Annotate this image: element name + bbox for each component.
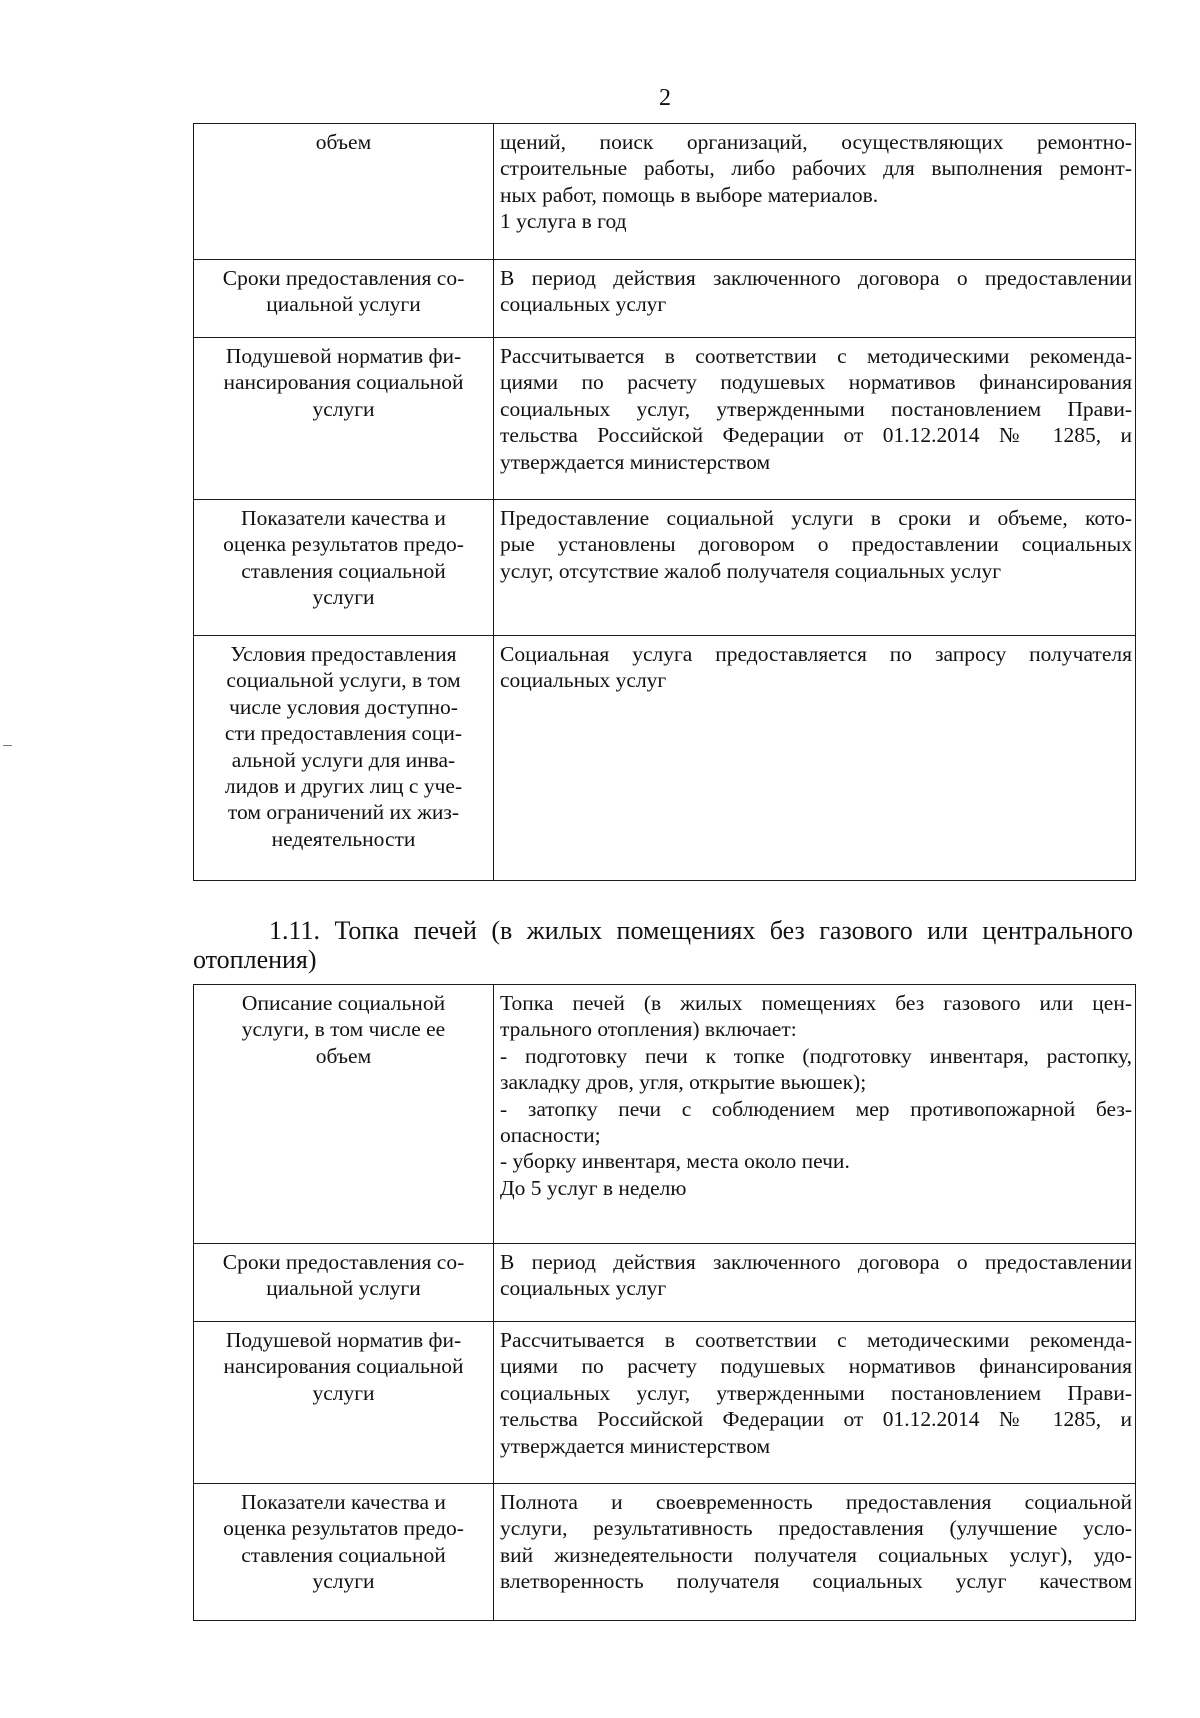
label-line: Сроки предоставления со- <box>222 266 465 290</box>
label-line: сти предоставления соци- <box>224 721 463 746</box>
value-line: циями по расчету подушевых нормативов финансирования <box>500 1354 1132 1379</box>
label-line: циальной услуги <box>266 1276 421 1301</box>
row-label <box>194 338 494 500</box>
label-line: услуги <box>312 1380 375 1405</box>
row-value <box>494 500 1136 636</box>
label-line: недеятельности <box>271 826 416 851</box>
value-line: циями по расчету подушевых нормативов финансирования <box>500 370 1132 395</box>
value-line: Предоставление социальной услуги в сроки и объеме, кото- <box>500 506 1132 530</box>
row-label <box>194 124 494 260</box>
table-row-volume <box>194 124 1136 260</box>
row-value <box>494 124 1136 260</box>
table-row-quality-indicators <box>194 500 1136 636</box>
value-line: Топка печей (в жилых помещениях без газового или цен- <box>500 991 1132 1015</box>
value-line: утверждается министерством <box>500 449 771 474</box>
scan-margin-mark <box>3 745 12 746</box>
section-heading-line: 1.11. Топка печей (в жилых помещениях без газового или центрального <box>269 916 1133 945</box>
value-line: социальных услуг, утвержденными постановлением Прави- <box>500 1380 1132 1405</box>
value-line: услуг, отсутствие жалоб получателя социальных услуг <box>500 558 1002 583</box>
value-line: социальных услуг <box>500 292 667 317</box>
label-line: Подушевой норматив фи- <box>225 344 462 368</box>
label-line: числе условия доступно- <box>229 694 458 719</box>
row-label <box>194 1484 494 1621</box>
label-line: Сроки предоставления со- <box>222 1250 465 1274</box>
row-value <box>494 1322 1136 1484</box>
value-line: социальных услуг <box>500 668 667 693</box>
table-row-quality-indicators <box>194 1484 1136 1621</box>
label-line: Подушевой норматив фи- <box>225 1328 462 1352</box>
table-row-description <box>194 985 1136 1244</box>
table-row-conditions <box>194 636 1136 881</box>
label-line: ставления социальной <box>241 1542 446 1567</box>
value-line: закладку дров, угля, открытие вьюшек); <box>500 1070 867 1095</box>
row-value <box>494 1244 1136 1322</box>
label-line: нансирования социальной <box>223 370 464 395</box>
value-line: До 5 услуг в неделю <box>500 1175 687 1200</box>
value-line: Рассчитывается в соответствии с методическими рекоменда- <box>500 344 1132 368</box>
service-table-1-11-continued <box>193 123 1136 881</box>
row-value <box>494 985 1136 1244</box>
value-line: В период действия заключенного договора о предоставлении <box>500 266 1132 290</box>
label-line: нансирования социальной <box>223 1354 464 1379</box>
row-label <box>194 636 494 881</box>
label-line: объем <box>315 1043 372 1068</box>
value-line: Полнота и своевременность предоставления социальной <box>500 1490 1132 1514</box>
value-line: Рассчитывается в соответствии с методическими рекоменда- <box>500 1328 1132 1352</box>
label-line: услуги, в том числе ее <box>241 1017 446 1042</box>
label-line: ставления социальной <box>241 558 446 583</box>
service-table-stove-heating <box>193 984 1136 1621</box>
value-line: опасности; <box>500 1123 601 1148</box>
value-line: социальных услуг, утвержденными постановлением Прави- <box>500 396 1132 421</box>
row-label <box>194 500 494 636</box>
value-line: вий жизнедеятельности получателя социальных услуг), удо- <box>500 1542 1132 1567</box>
label-line: том ограничений их жиз- <box>227 800 460 825</box>
value-line: - уборку инвентаря, места около печи. <box>500 1149 850 1174</box>
label-line: услуги <box>312 396 375 421</box>
label-line: циальной услуги <box>266 292 421 317</box>
value-line: трального отопления) включает: <box>500 1017 797 1042</box>
row-label <box>194 1244 494 1322</box>
label-line: социальной услуги, в том <box>226 668 461 693</box>
table-row-funding-norm <box>194 1322 1136 1484</box>
value-line: строительные работы, либо рабочих для выполнения ремонт- <box>500 156 1132 181</box>
value-line: - подготовку печи к топке (подготовку инвентаря, растопку, <box>500 1043 1132 1068</box>
row-value <box>494 1484 1136 1621</box>
label-line: услуги <box>312 585 375 610</box>
value-line: влетворенность получателя социальных услуг качеством <box>500 1569 1132 1594</box>
table-row-terms <box>194 260 1136 338</box>
page-number: 2 <box>659 85 671 111</box>
label-line: услуги <box>312 1569 375 1594</box>
row-value <box>494 338 1136 500</box>
label-line: альной услуги для инва- <box>231 747 456 772</box>
value-line: щений, поиск организаций, осуществляющих ремонтно- <box>500 130 1132 154</box>
row-value <box>494 260 1136 338</box>
value-line: тельства Российской Федерации от 01.12.2014 № 1285, и <box>500 1407 1132 1432</box>
value-line: ных работ, помощь в выборе материалов. <box>500 182 879 207</box>
row-label <box>194 1322 494 1484</box>
value-line: - затопку печи с соблюдением мер противопожарной без- <box>500 1096 1132 1121</box>
section-heading-1-11 <box>193 916 1133 974</box>
value-line: В период действия заключенного договора о предоставлении <box>500 1250 1132 1274</box>
label-line: Условия предоставления <box>230 642 457 666</box>
value-line: утверждается министерством <box>500 1433 771 1458</box>
value-line: 1 услуга в год <box>500 209 627 234</box>
label-line: оценка результатов предо- <box>223 1516 464 1541</box>
label-line: Показатели качества и <box>241 506 446 530</box>
label-line: лидов и других лиц с уче- <box>224 774 463 799</box>
label-line: Показатели качества и <box>241 1490 446 1514</box>
value-line: услуги, результативность предоставления (улучшение усло- <box>500 1516 1132 1541</box>
section-heading-line: отопления) <box>193 945 317 974</box>
label-line: оценка результатов предо- <box>223 532 464 557</box>
row-label <box>194 260 494 338</box>
table-row-funding-norm <box>194 338 1136 500</box>
value-line: Социальная услуга предоставляется по запросу получателя <box>500 642 1132 666</box>
row-label <box>194 985 494 1244</box>
row-value <box>494 636 1136 881</box>
label-line: Описание социальной <box>241 991 446 1015</box>
label-line: объем <box>315 130 372 154</box>
value-line: тельства Российской Федерации от 01.12.2014 № 1285, и <box>500 423 1132 448</box>
table-row-terms <box>194 1244 1136 1322</box>
value-line: рые установлены договором о предоставлении социальных <box>500 532 1132 557</box>
value-line: социальных услуг <box>500 1276 667 1301</box>
